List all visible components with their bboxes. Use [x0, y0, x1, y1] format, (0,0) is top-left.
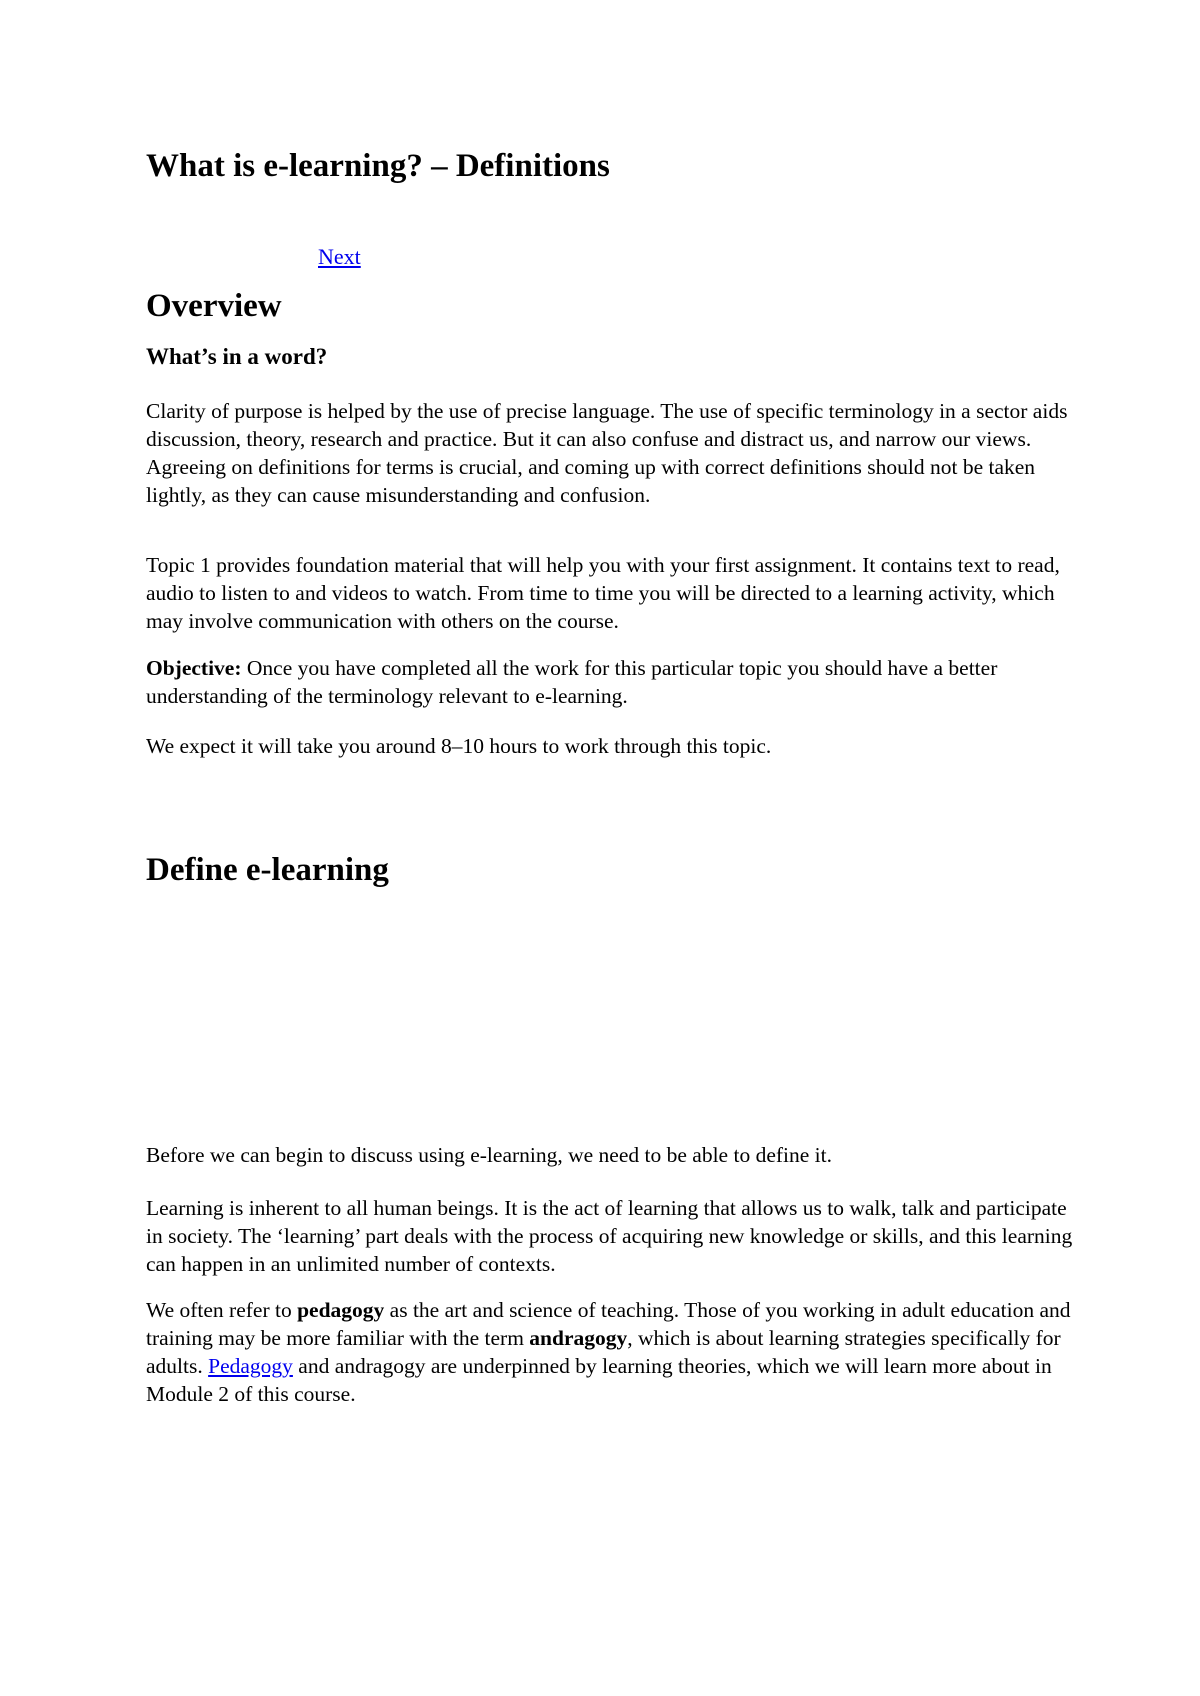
define-paragraph-1: Before we can begin to discuss using e-learning, we need to be able to define it. — [146, 1143, 832, 1167]
andragogy-term: andragogy — [529, 1326, 628, 1350]
pedagogy-term: pedagogy — [297, 1298, 385, 1322]
objective-text: Once you have completed all the work for this particular topic you should have a better understanding of the terminology relevant to e-learning. — [146, 656, 998, 708]
overview-paragraph-4: We expect it will take you around 8–10 hours to work through this topic. — [146, 734, 772, 758]
overview-heading: Overview — [146, 288, 282, 324]
objective-paragraph — [146, 654, 1076, 710]
pedagogy-link[interactable]: Pedagogy — [208, 1354, 293, 1378]
next-link[interactable]: Next — [318, 244, 361, 269]
p3-text-b: as the art and science of teaching. Those of you working in adult education and training may be more familiar with the term — [146, 1298, 1071, 1350]
p3-text-a: We often refer to — [146, 1298, 298, 1322]
overview-paragraph-1: Clarity of purpose is helped by the use of precise language. The use of specific terminology in a sector aids discussion, theory, research and practice. But it can also confuse and distract us, and narrow our views. Agreeing on definitions for terms is crucial, and coming up with correct definitions should not be taken lightly, as they can cause misunderstanding and confusion. — [146, 399, 1068, 507]
define-paragraph-3 — [146, 1296, 1076, 1408]
overview-subheading: What’s in a word? — [146, 344, 328, 369]
p3-text-d: and andragogy are underpinned by learning theories, which we will learn more about in Module 2 of this course. — [146, 1354, 1052, 1406]
objective-label: Objective: — [146, 656, 242, 680]
overview-paragraph-2: Topic 1 provides foundation material that will help you with your first assignment. It contains text to read, audio to listen to and videos to watch. From time to time you will be directed to a learning activity, which may involve communication with others on the course. — [146, 553, 1060, 633]
page-title: What is e-learning? – Definitions — [146, 148, 610, 184]
p3-text-c: , which is about learning strategies specifically for adults. — [146, 1326, 1061, 1378]
define-paragraph-2: Learning is inherent to all human beings. It is the act of learning that allows us to walk, talk and participate in society. The ‘learning’ part deals with the process of acquiring new knowledge or skills, and this learning can happen in an unlimited number of contexts. — [146, 1196, 1073, 1276]
define-heading: Define e-learning — [146, 852, 389, 888]
